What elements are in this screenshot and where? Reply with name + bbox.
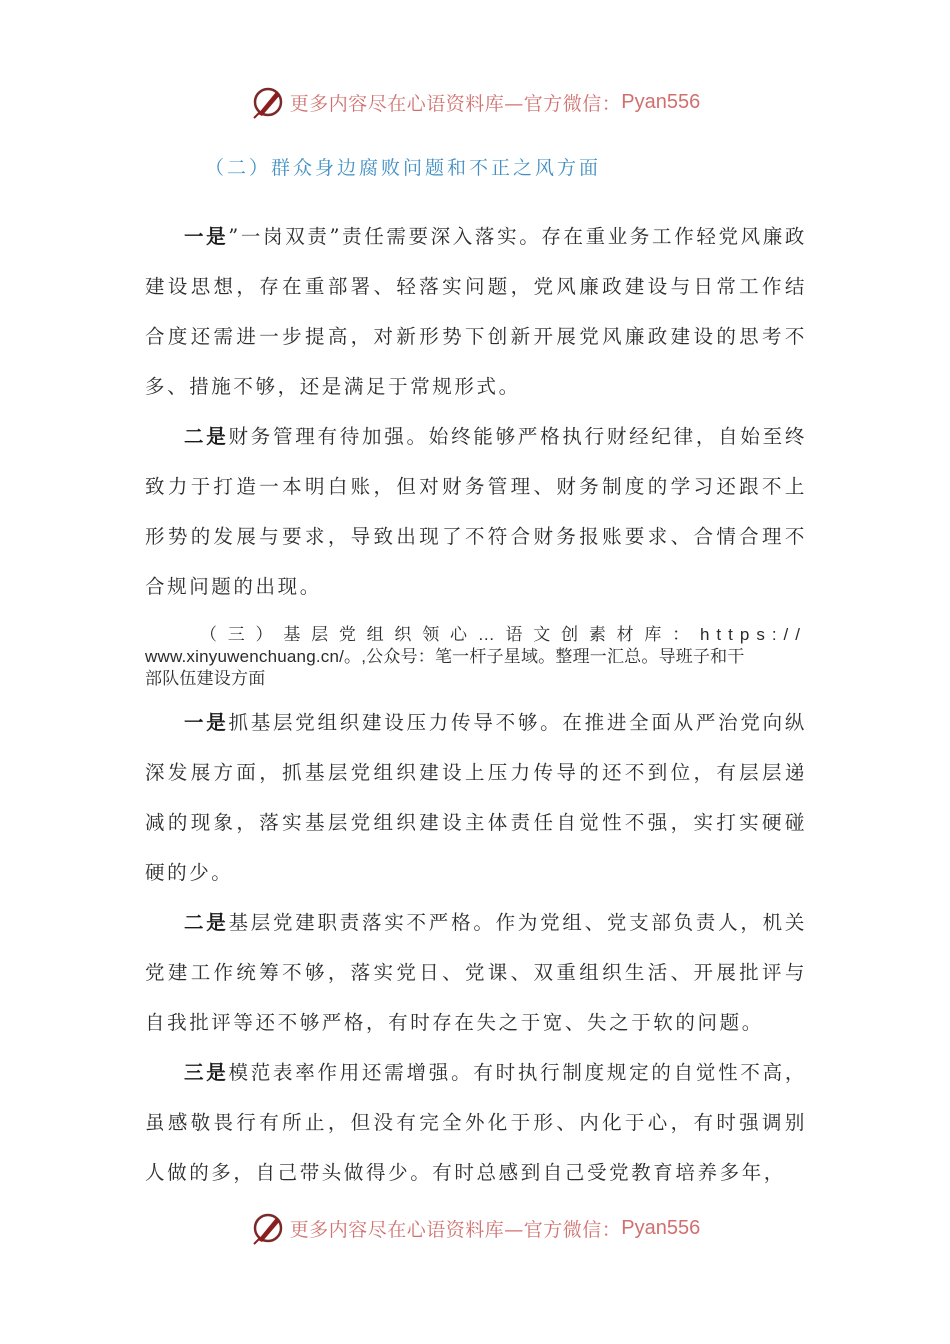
banner-text: 更多内容尽在心语资料库—官方微信： [289,1218,622,1241]
paragraph [145,898,807,1048]
paragraph-text: ”一岗双责”责任需要深入落实。存在重业务工作轻党风廉政建设思想，存在重部署、轻落实问题，党风廉政建设与日常工作结合度还需进一步提高，对新形势下创新开展党风廉政建设的思考不多、措施不够，还是满足于常规形式。 [145,225,808,398]
banner-text: 更多内容尽在心语资料库—官方微信： [289,92,622,115]
paragraph-lead: 三是 [184,1061,229,1084]
document-body [145,148,807,1198]
paragraph [145,1048,807,1198]
paragraph-lead: 二是 [184,425,229,448]
banner-wechat-id: Pyan556 [621,90,701,113]
heading-line: （三）基层党组织领心…语文创素材库：https:// [200,625,807,644]
pen-logo-icon [250,84,286,120]
section-heading-with-watermark [145,624,807,690]
heading-line: 部队伍建设方面 [145,669,266,688]
paragraph-text: 模范表率作用还需增强。有时执行制度规定的自觉性不高，虽感敬畏行有所止，但没有完全外化于形、内化于心，有时强调别人做的多，自己带头做得少。有时总感到自己受党教育培养多年， [145,1061,807,1184]
heading-line: www.xinyuwenchuang.cn/。,公众号：笔一杆子星域。整理一汇总。导班子和干 [145,647,745,666]
paragraph-lead: 一是 [184,225,229,248]
footer-banner [0,1208,950,1248]
paragraph [145,212,807,412]
section-heading: （二）群众身边腐败问题和不正之风方面 [205,157,602,179]
pen-logo-icon [250,1210,286,1246]
paragraph [145,412,807,612]
paragraph-lead: 一是 [184,711,229,734]
paragraph-text: 抓基层党组织建设压力传导不够。在推进全面从严治党向纵深发展方面，抓基层党组织建设上压力传导的还不到位，有层层递减的现象，落实基层党组织建设主体责任自觉性不强，实打实硬碰硬的少。 [145,711,807,884]
banner-wechat-id: Pyan556 [621,1216,701,1239]
paragraph [145,698,807,898]
header-banner [0,82,950,122]
paragraph-text: 财务管理有待加强。始终能够严格执行财经纪律，自始至终致力于打造一本明白账，但对财务管理、财务制度的学习还跟不上形势的发展与要求，导致出现了不符合财务报账要求、合情合理不合规问题的出现。 [145,425,807,598]
paragraph-lead: 二是 [184,911,229,934]
paragraph-text: 基层党建职责落实不严格。作为党组、党支部负责人，机关党建工作统筹不够，落实党日、党课、双重组织生活、开展批评与自我批评等还不够严格，有时存在失之于宽、失之于软的问题。 [145,911,807,1034]
